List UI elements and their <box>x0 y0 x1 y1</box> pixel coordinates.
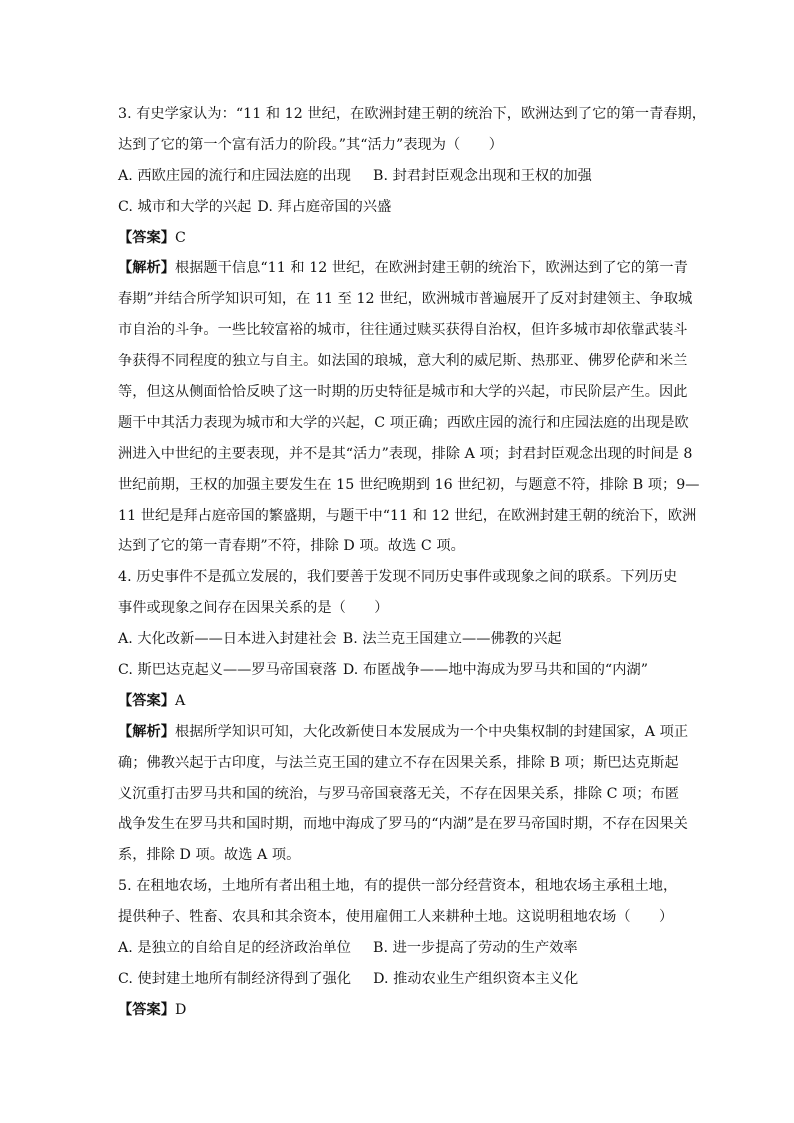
q3-analysis-line-1 <box>118 253 690 284</box>
q4-answer-label: 【答案】 <box>118 692 175 709</box>
q3-answer-value: C <box>174 229 186 246</box>
q3-analysis-line: 春期”并结合所学知识可知，在 11 至 12 世纪，欧洲城市普遍展开了反对封建领主、争取城 <box>118 291 693 308</box>
q5-option-a: A. 是独立的自给自足的经济政治单位 <box>118 940 351 957</box>
q4-options-row-2 <box>118 655 690 686</box>
q3-analysis-line: 争获得不同程度的独立与自主。如法国的琅城，意大利的威尼斯、热那亚、佛罗伦萨和米兰 <box>118 353 688 370</box>
q4-analysis-label: 【解析】 <box>118 723 175 740</box>
q5-option-c: C. 使封建土地所有制经济得到了强化 <box>118 970 352 987</box>
q3-answer <box>118 223 690 254</box>
q4-answer-value: A <box>174 692 186 709</box>
q5-stem-line-2: 提供种子、牲畜、农具和其余资本，使用雇佣工人来耕种土地。这说明租地农场（ ） <box>118 909 674 926</box>
q3-option-b: B. 封君封臣观念出现和王权的加强 <box>372 167 592 184</box>
q4-option-b: B. 法兰克王国建立——佛教的兴起 <box>342 631 562 648</box>
q3-stem-line-1: 3. 有史学家认为：“11 和 12 世纪，在欧洲封建王朝的统治下，欧洲达到了它的第一青春期， <box>118 106 707 122</box>
q5-option-b: B. 进一步提高了劳动的生产效率 <box>372 940 578 957</box>
q5-answer <box>118 995 690 1026</box>
q3-answer-label: 【答案】 <box>118 229 175 246</box>
q5-answer-label: 【答案】 <box>118 1001 175 1018</box>
q4-analysis-line-1 <box>118 717 690 748</box>
q5-options-row-2 <box>118 964 690 995</box>
q4-analysis-first: 根据所学知识可知，大化改新使日本发展成为一个中央集权制的封建国家，A 项正 <box>174 723 689 740</box>
q4-options-row-1 <box>118 624 690 655</box>
q4-stem-line-2: 事件或现象之间存在因果关系的是（ ） <box>118 600 389 617</box>
q3-analysis-line: 等，但这从侧面恰恰反映了这一时期的历史特征是城市和大学的兴起，市民阶层产生。因此 <box>118 384 688 401</box>
q4-analysis-line: 义沉重打击罗马共和国的统治，与罗马帝国衰落无关，不存在因果关系，排除 C 项；布匿 <box>118 785 680 802</box>
q3-option-d: D. 拜占庭帝国的兴盛 <box>257 198 392 215</box>
q3-analysis-line: 题干中其活力表现为城市和大学的兴起，C 项正确；西欧庄园的流行和庄园法庭的出现是欧 <box>118 414 689 431</box>
q3-analysis-line: 洲进入中世纪的主要表现，并不是其“活力”表现，排除 A 项；封君封臣观念出现的时间是 8 <box>118 445 693 462</box>
q5-options-row-1 <box>118 933 690 964</box>
q4-answer <box>118 686 690 717</box>
q5-stem-line-1: 5. 在租地农场，土地所有者出租土地，有的提供一部分经营资本，租地农场主承租土地， <box>118 878 678 895</box>
q3-option-a: A. 西欧庄园的流行和庄园法庭的出现 <box>118 167 351 184</box>
q3-stem-line-2: 达到了它的第一个富有活力的阶段。”其“活力”表现为（ ） <box>118 136 503 153</box>
q3-analysis-line: 11 世纪是拜占庭帝国的繁盛期，与题干中“11 和 12 世纪，在欧洲封建王朝的统治下，欧洲 <box>118 507 697 524</box>
q4-option-c: C. 斯巴达克起义——罗马帝国衰落 <box>118 662 337 679</box>
q3-options-row-2 <box>118 192 690 223</box>
q4-option-a: A. 大化改新——日本进入封建社会 <box>118 631 337 648</box>
page-content <box>118 99 707 1026</box>
q3-options-row-1 <box>118 161 690 192</box>
q4-analysis-line: 战争发生在罗马共和国时期，而地中海成了罗马的“内湖”是在罗马帝国时期，不存在因果关 <box>118 816 688 833</box>
q3-analysis-line: 市自治的斗争。一些比较富裕的城市，往往通过赎买获得自治权，但许多城市却依靠武装斗 <box>118 322 688 339</box>
q3-analysis-line: 达到了它的第一青春期”不符，排除 D 项。故选 C 项。 <box>118 538 465 555</box>
q4-option-d: D. 布匿战争——地中海成为罗马共和国的“内湖” <box>342 662 649 679</box>
q3-analysis-line: 世纪前期，王权的加强主要发生在 15 世纪晚期到 16 世纪初，与题意不符，排除 B 项；9— <box>118 476 700 493</box>
q4-analysis-line: 确；佛教兴起于古印度，与法兰克王国的建立不存在因果关系，排除 B 项；斯巴达克斯起 <box>118 754 679 771</box>
q3-option-c: C. 城市和大学的兴起 <box>118 198 252 215</box>
q4-analysis-line: 系，排除 D 项。故选 A 项。 <box>118 847 301 864</box>
q4-stem-line-1: 4. 历史事件不是孤立发展的，我们要善于发现不同历史事件或现象之间的联系。下列历史 <box>118 569 678 586</box>
q5-answer-value: D <box>174 1001 187 1018</box>
q5-option-d: D. 推动农业生产组织资本主义化 <box>373 970 579 987</box>
q3-analysis-first: 根据题干信息“11 和 12 世纪，在欧洲封建王朝的统治下，欧洲达到了它的第一青 <box>174 260 688 277</box>
q3-analysis-label: 【解析】 <box>118 260 175 277</box>
